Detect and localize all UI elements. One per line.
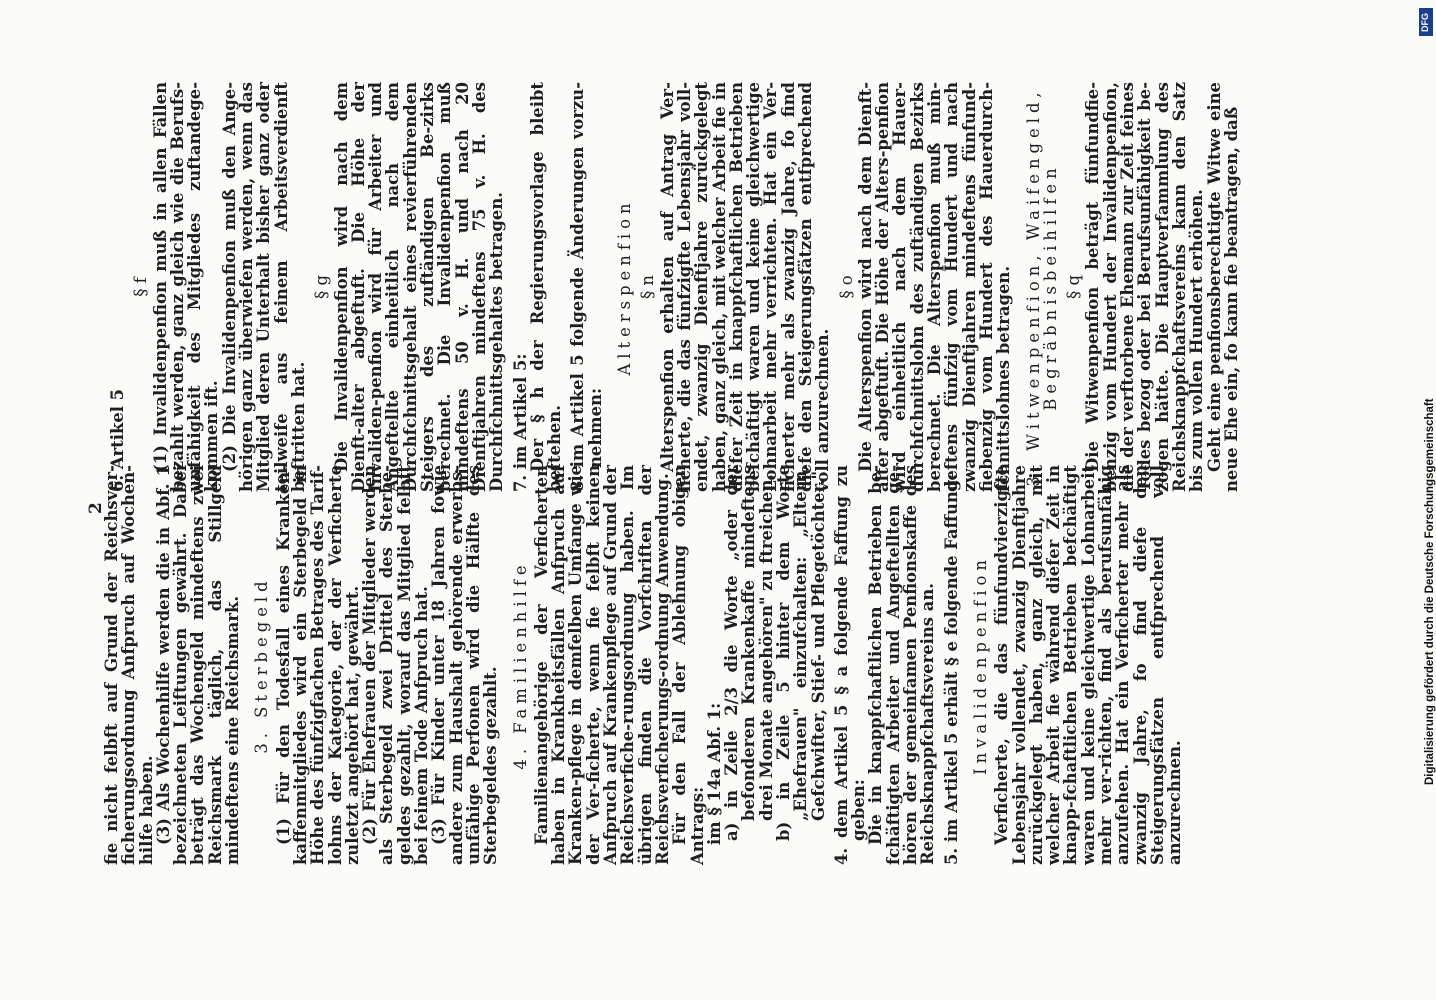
paragraph: im § 14a Abf. 1: [704, 702, 724, 845]
paragraph: (2) Die Invalidenpenfion muß den Ange-hörigen ganz überwiefen werden, wenn das Mitglied deren Unterhalt bisher ganz oder teilweife aus feinem Arbeitsverdienft beftritten hat. [219, 82, 308, 492]
left-column [103, 465, 1184, 865]
paragraph-sign: § n [638, 275, 658, 299]
paragraph: (1) Für den Todesfall eines Kranken-kaffenmitgliedes wird ein Sterbegeld in Höhe des fünfzigfachen Betrages des Tarif-lohns der Kategorie, der der Verficherte zuletzt angehört hat, gewährt. [273, 465, 362, 865]
paragraph-sign: § q [1064, 275, 1084, 299]
paragraph: (1) Invalidenpenfion muß in allen Fällen bezahlt werden, ganz gleich wie die Berufs-unfähigkeit des Mitgliedes zuftandege-kommen ift. [150, 82, 222, 492]
footer-credit: Digitalisierung gefördert durch die Deutsche Forschungsgemeinschaft [1424, 398, 1436, 785]
paragraph: Der § h der Regierungsvorlage bleibt beftehen. [527, 82, 565, 492]
paragraph: 7. im Artikel 5: [510, 353, 530, 492]
paragraph: Verficherte, die das fünfundvierzigfte Lebensjahr vollendet, zwanzig Dienftjahre zurückgelegt haben, ganz gleich, mit welcher Arbeit fie während diefer Zeit in knapp-fchaftlichen Betrieben befchäftigt waren und keine gleichwertige Lohnarbeit mehr ver-richten, find als berufsunfähig anzufehen. Hat ein Verficherter mehr als zwanzig Jahre, fo find diefe den Steigerungsfätzen entfprechend voll anzurechnen. [992, 465, 1185, 865]
paragraph: Familienangehörige der Verficherten haben in Krankheitsfällen Anfpruch auf Kranken-pflege in demfelben Umfange wie der Ver-ficherte, wenn fie felbft keinen Anfpruch auf Krankenpflege auf Grund der Reichsverfiche-rungsordnung haben. Im übrigen finden die Vorfchriften der Reichsverficherungs-ordnung Anwendung. [531, 465, 672, 865]
paragraph-sign: § g [312, 275, 332, 299]
paragraph: fie nicht felbft auf Grund der Reichsver-ficherungsordnung Anfpruch auf Wochen-hilfe haben. [102, 465, 156, 865]
paragraph: Die in knappfchaftlichen Betrieben be-fchäftigten Arbeiter und Angeftellten ge-hören der gemeinfamen Penfionskaffe des Reichsknappfchaftsvereins an. [866, 465, 938, 865]
section-heading: Invalidenpenfion [970, 555, 990, 775]
paragraph-sign: § o [836, 275, 856, 299]
paragraph: Geht eine penfionsberechtigte Witwe eine neue Ehe ein, fo kann fie beantragen, daß [1204, 82, 1241, 492]
paragraph: Die Alterspenfion wird nach dem Dienft-alter abgeftuft. Die Höhe der Alters-penfion wird einheitlich nach dem Hauer-durchfchnittslohn des zuftändigen Bezirks berechnet. Die Alterspenfion muß min-deftens fünfzig vom Hundert und nach zwanzig Dienftjahren mindeftens fünfund-fiebenzig vom Hundert des Hauerdurch-fchnittslohnes betragen. [855, 82, 1014, 492]
paragraph: a) in Zeile 2/3 die Worte „oder der befonderen Krankenkaffe mindeftens drei Monate angehören" zu ftreichen, [722, 465, 776, 841]
paragraph: Die Invalidenpenfion wird nach dem Dienft-alter abgeftuft. Die Höhe der Invaliden-penfion wird für Arbeiter und Angeftellte einheitlich nach dem Durchfchnittsgehalt eines revierführenden Steigers des zuftändigen Be-zirks berechnet. Die Invalidenpenfion muß mindeftens 50 v. H. und nach 20 Dienftjahren mindeftens 75 v. H. des Durchfchnittsgehaltes betragen. [331, 82, 507, 492]
dfg-logo: DFG [1419, 8, 1433, 36]
paragraph: Für den Fall der Ablehnung obigen Antrags: [670, 465, 707, 865]
page-number: 2 [86, 502, 106, 514]
section-heading: 3. Sterbegeld [252, 576, 272, 754]
paragraph: 4. dem Artikel 5 § a folgende Faffung zu geben: [831, 465, 869, 865]
paragraph: Die Witwenpenfion beträgt fünfundfie-benzig vom Hundert der Invalidenpenfion, die der verftorbene Ehemann zur Zeit feines Todes bezog oder bei Berufsunfähigkeit be-zogen hätte. Die Hauptverfammlung des Reichsknappfchaftsvereins kann den Satz bis zum vollen Hundert erhöhen. [1083, 82, 1207, 492]
section-heading: 3. Witwenpenfion, Waifengeld, Begräbnisbeihilfen [1023, 87, 1060, 487]
paragraph: (3) Als Wochenhilfe werden die in Abf. 1 bezeichneten Leiftungen gewährt. Dabei beträgt das Wochengeld mindeftens zwei Reichsmark täglich, das Stillgeld mindeftens eine Reichsmark. [153, 465, 243, 865]
paragraph-sign: § f [131, 277, 151, 297]
section-heading: 4. Familienhilfe [510, 560, 530, 770]
paragraph: (2) Für Ehefrauen der Mitglieder werden als Sterbegeld zwei Drittel des Sterbe-geldes gezahlt, worauf das Mitglied felbft bei feinem Tode Anfpruch hat. [360, 465, 432, 865]
right-column [103, 82, 1240, 492]
paragraph: 5. im Artikel 5 erhält § e folgende Faffung: [941, 473, 961, 865]
paragraph: 8. im Artikel 5 folgende Änderungen vorzu-nehmen: [568, 82, 605, 492]
paragraph: 6. Artikel 5 [108, 388, 127, 492]
paragraph: b) in Zeile 5 hinter dem Worte „Ehefrauen" einzufchalten: „Eltern, Gefchwifter, Stief- und Pflegetöchter." [773, 465, 828, 841]
paragraph: (3) Für Kinder unter 18 Jahren fowie andere zum Haushalt gehörende erwerbs-unfähige Perfonen wird die Hälfte des Sterbegeldes gezahlt. [429, 465, 501, 865]
section-heading: Alterspenfion [615, 198, 635, 376]
paragraph: Alterspenfion erhalten auf Antrag Ver-ficherte, die das fünfzigfte Lebensjahr voll-endet, zwanzig Dienftjahre zurückgelegt haben, ganz gleich, mit welcher Arbeit fie in diefer Zeit in knappfchaftlichen Betrieben befchäftigt waren und keine gleichwertige Lohnarbeit mehr verrichten. Hat ein Ver-ficherter mehr als zwanzig Jahre, fo find diefe den Steigerungsfätzen entfprechend voll anzurechnen. [657, 82, 833, 492]
